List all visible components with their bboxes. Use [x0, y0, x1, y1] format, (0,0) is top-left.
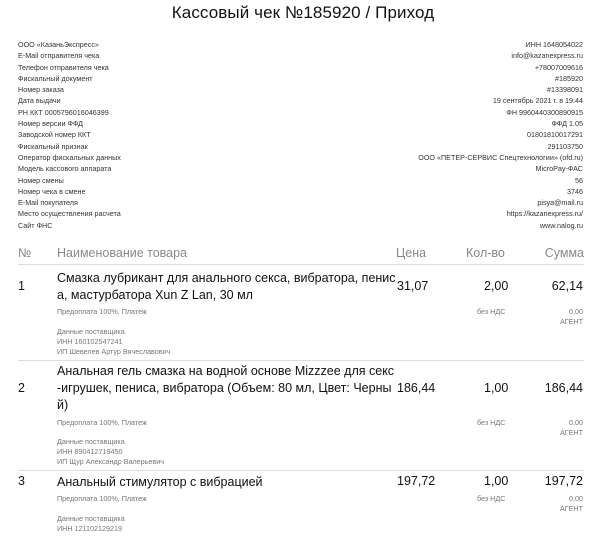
info-label: Номер смены	[18, 175, 64, 185]
info-row-check-number	[18, 186, 583, 197]
info-value: info@kazanexpress.ru	[511, 51, 583, 61]
info-row-kkt-serial	[18, 129, 583, 140]
item-sum: 197,72	[544, 474, 583, 488]
info-row-sender-phone	[18, 62, 583, 73]
info-label: Место осуществления расчета	[18, 209, 121, 219]
items-table-header	[0, 246, 606, 262]
info-label: Номер заказа	[18, 85, 64, 95]
info-value: 01801810017291	[527, 130, 583, 140]
supplier-inn: ИНН 160102547241	[57, 337, 123, 346]
info-value: 56	[575, 175, 583, 185]
info-value: #13398091	[547, 85, 583, 95]
info-value: ФН 9960440300890915	[506, 107, 583, 117]
supplier-name: ИП Шевелев Артур Вячеславович	[57, 347, 171, 356]
info-row-settlement-place	[18, 208, 583, 219]
item-sum: 186,44	[544, 381, 583, 395]
info-row-order-number	[18, 84, 583, 95]
info-label: ООО «КазаньЭкспресс»	[18, 40, 99, 49]
item-vat: без НДС	[477, 307, 506, 316]
info-label: Модель кассового аппарата	[18, 164, 112, 174]
receipt-title: Кассовый чек №185920 / Приход	[171, 3, 435, 22]
info-label: Номер версии ФФД	[18, 119, 84, 129]
item-agent: АГЕНТ	[559, 504, 583, 513]
info-value: 3746	[567, 186, 583, 196]
info-label: Заводской номер ККТ	[18, 130, 91, 140]
info-row-kkt-reg	[18, 107, 583, 118]
item-num: 1	[18, 279, 25, 293]
info-label: Фискальный документ	[18, 73, 93, 83]
info-value: www.nalog.ru	[539, 220, 583, 230]
receipt-info	[18, 39, 583, 231]
info-value: #185920	[555, 73, 583, 83]
info-label: РН ККТ 0005796016046399	[18, 107, 109, 117]
header-price: Цена	[396, 246, 427, 260]
info-row-shift-number	[18, 175, 583, 186]
item-qty: 1,00	[484, 474, 509, 488]
item-price: 197,72	[397, 474, 436, 488]
info-label: Дата выдачи	[18, 96, 61, 106]
info-label: Фискальный признак	[18, 141, 88, 151]
item-qty: 2,00	[484, 279, 509, 293]
header-name: Наименование товара	[57, 246, 188, 260]
info-label: E-Mail отправителя чека	[18, 51, 100, 61]
item-price: 186,44	[397, 381, 436, 395]
header-divider	[18, 264, 584, 265]
info-row-ffd-version	[18, 118, 583, 129]
info-row-buyer-email	[18, 197, 583, 208]
info-value: MicroPay-ФАС	[535, 164, 583, 174]
info-row-ofd-operator	[18, 152, 583, 163]
supplier-inn: ИНН 121102129219	[57, 524, 122, 533]
item-vat: без НДС	[477, 418, 506, 427]
info-row-fns-site	[18, 220, 583, 231]
item-payment: Предоплата 100%, Платеж	[57, 307, 147, 316]
item-qty: 1,00	[484, 381, 509, 395]
info-label: Оператор фискальных данных	[18, 152, 121, 162]
header-num: №	[18, 246, 32, 260]
header-sum: Сумма	[544, 246, 584, 260]
item-num: 2	[18, 381, 25, 395]
item-vat-value: 0,00	[569, 494, 583, 503]
header-qty: Кол-во	[466, 246, 505, 260]
info-value: +78007009616	[534, 62, 583, 72]
item-num: 3	[18, 474, 25, 488]
item-payment: Предоплата 100%, Платеж	[57, 418, 147, 427]
info-row-fiscal-sign	[18, 141, 583, 152]
supplier-title: Данные поставщика	[57, 514, 125, 523]
info-row-sender-email	[18, 50, 583, 61]
info-label: E-Mail покупателя	[18, 198, 78, 208]
info-value: ООО «ПЕТЕР-СЕРВИС Спецтехнологии» (ofd.ru)	[418, 152, 583, 162]
info-value: 19 сентябрь 2021 г. в 19:44	[492, 96, 583, 106]
item-price: 31,07	[397, 279, 429, 293]
info-value: 291103750	[547, 141, 583, 151]
info-value: ФФД 1.05	[551, 119, 583, 129]
item-name: Анальная гель смазка на водной основе Mizzzee для секс-игрушек, пениса, вибратора (Объем: 80 мл, Цвет: Черный)	[57, 364, 395, 412]
info-value: pisya@mail.ru	[537, 198, 583, 208]
info-value: https://kazanexpress.ru/	[506, 209, 583, 219]
info-label: Номер чека в смене	[18, 186, 86, 196]
item-name: Анальный стимулятор с вибрацией	[57, 475, 263, 489]
item-payment: Предоплата 100%, Платеж	[57, 494, 147, 503]
info-row-fiscal-doc	[18, 73, 583, 84]
row-divider	[18, 360, 584, 361]
info-row-issue-date	[18, 95, 583, 106]
item-vat: без НДС	[477, 494, 506, 503]
info-value: ИНН 1648054022	[525, 40, 583, 49]
item-agent: АГЕНТ	[559, 428, 583, 437]
info-row-kkt-model	[18, 163, 583, 174]
info-label: Телефон отправителя чека	[18, 62, 109, 72]
item-vat-value: 0,00	[569, 307, 583, 316]
item-name: Смазка лубрикант для анального секса, вибратора, пениса, мастурбатора Xun Z Lan, 30 мл	[57, 271, 396, 302]
item-vat-value: 0,00	[569, 418, 583, 427]
supplier-title: Данные поставщика	[57, 437, 125, 446]
item-agent: АГЕНТ	[559, 317, 583, 326]
supplier-name: ИП Щур Александр Валерьевич	[57, 457, 164, 466]
info-row-company	[18, 39, 583, 50]
supplier-inn: ИНН 890412719450	[57, 447, 123, 456]
supplier-title: Данные поставщика	[57, 327, 125, 336]
row-divider	[18, 470, 584, 471]
info-label: Сайт ФНС	[18, 220, 53, 230]
item-sum: 62,14	[551, 279, 583, 293]
